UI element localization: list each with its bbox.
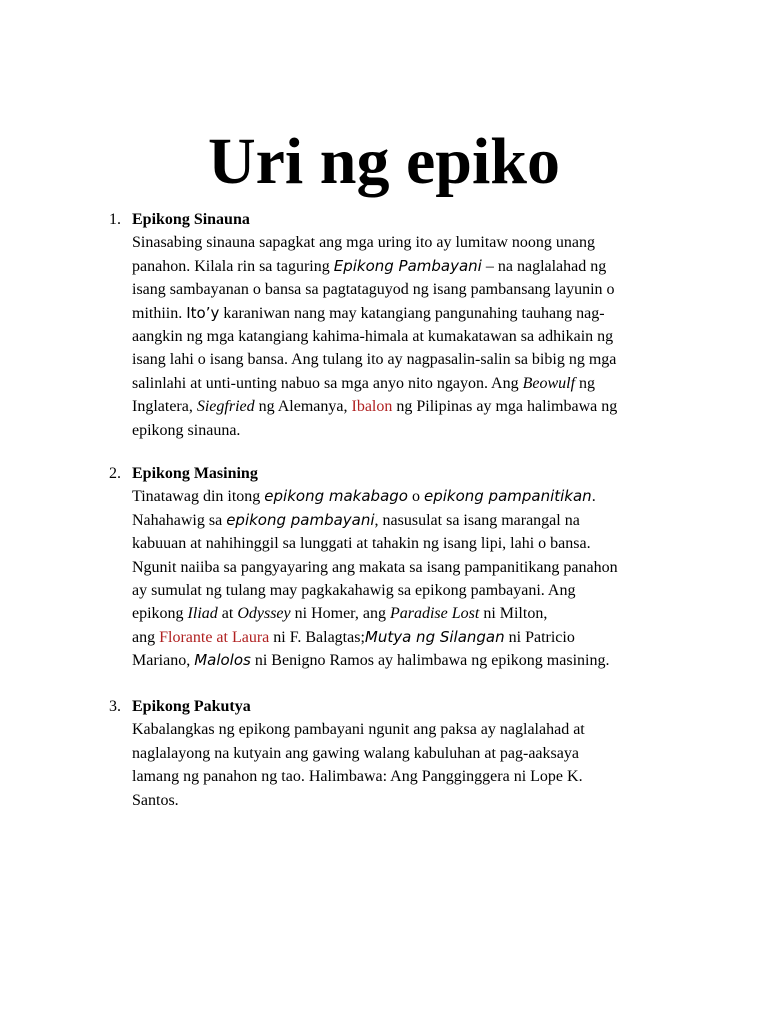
text-line: [132, 302, 679, 325]
section-heading: Epikong Pakutya: [132, 698, 251, 715]
list-number: 3.: [109, 698, 121, 715]
text-segment: Tinatawag din itong: [132, 488, 265, 506]
work-title: Paradise Lost: [389, 605, 480, 623]
text-line: [132, 626, 679, 649]
section-body: [132, 485, 679, 672]
text-segment: salinlahi at unti-unting nabuo sa mga anyo nito ngayon. Ang: [132, 374, 523, 392]
text-line: [132, 602, 679, 625]
text-segment: mithiin.: [132, 304, 187, 322]
emphasis-term: Ito’y: [186, 303, 220, 322]
text-segment: ni Benigno Ramos ay halimbawa ng epikong masining.: [250, 652, 610, 670]
text-segment: Nahahawig sa: [132, 511, 227, 529]
text-line: [132, 372, 679, 395]
text-line: isang sambayanan o bansa sa pagtataguyod ng isang pambansang layunin o: [132, 281, 615, 299]
text-segment: panahon. Kilala rin sa taguring: [132, 257, 334, 275]
text-line: Sinasabing sinauna sapagkat ang mga uring ito ay lumitaw noong unang: [132, 234, 596, 252]
work-title: Siegfried: [196, 398, 255, 416]
text-segment: at: [217, 605, 238, 623]
section-body: [132, 231, 679, 442]
emphasis-term: Epikong Pambayani: [333, 256, 482, 275]
section-epikong-masining: [109, 462, 679, 673]
text-line: [132, 509, 679, 532]
text-segment: karaniwan nang may katangiang pangunahing tauhang nag-: [219, 304, 605, 322]
section-epikong-pakutya: [109, 695, 679, 812]
highlighted-title: Ibalon: [351, 398, 393, 416]
text-segment: ni Homer, ang: [290, 605, 390, 623]
text-line: lamang ng panahon ng tao. Halimbawa: Ang Pangginggera ni Lope K.: [132, 768, 583, 786]
work-title: Odyssey: [237, 605, 291, 623]
text-segment: Inglatera,: [132, 398, 197, 416]
text-segment: ng: [575, 374, 596, 392]
text-segment: .: [591, 488, 596, 506]
emphasis-term: Malolos: [194, 651, 251, 670]
emphasis-term: Mutya ng Silangan: [364, 627, 505, 646]
section-heading: Epikong Masining: [132, 465, 258, 482]
text-segment: ni F. Balagtas;: [269, 628, 365, 646]
text-segment: ni Patricio: [504, 628, 575, 646]
list-number: 1.: [109, 211, 121, 228]
work-title: Iliad: [187, 605, 218, 623]
list-number: 2.: [109, 465, 121, 482]
emphasis-term: epikong pambayani: [226, 510, 375, 529]
section-heading-row: [109, 208, 679, 231]
text-segment: ang: [132, 628, 160, 646]
highlighted-title: Florante at Laura: [159, 628, 270, 646]
text-line: [132, 649, 679, 672]
page-title: Uri ng epiko: [207, 125, 561, 198]
section-heading-row: [109, 695, 679, 718]
text-line: Kabalangkas ng epikong pambayani ngunit ang paksa ay naglalahad at: [132, 721, 585, 739]
text-line: [132, 255, 679, 278]
emphasis-term: epikong makabago: [264, 487, 408, 506]
text-line: aangkin ng mga katangiang kahima-himala at kumakatawan sa adhikain ng: [132, 327, 614, 345]
text-segment: ng Alemanya,: [254, 398, 352, 416]
text-line: ay sumulat ng tulang may pagkakahawig sa epikong pambayani. Ang: [132, 581, 576, 599]
text-line: naglalayong na kutyain ang gawing walang kabuluhan at pag-aaksaya: [132, 744, 579, 762]
section-heading: Epikong Sinauna: [132, 211, 250, 228]
text-segment: ni Milton,: [479, 605, 548, 623]
text-segment: , nasusulat sa isang marangal na: [374, 511, 580, 529]
work-title: Beowulf: [522, 374, 576, 392]
text-line: Santos.: [132, 791, 179, 809]
text-line: kabuuan at nahihinggil sa lunggati at tahakin ng isang lipi, lahi o bansa.: [132, 535, 591, 553]
text-line: epikong sinauna.: [132, 421, 241, 439]
text-line: Ngunit naiiba sa pangyayaring ang makata sa isang pampanitikang panahon: [132, 558, 618, 576]
text-segment: epikong: [132, 605, 188, 623]
text-segment: ng Pilipinas ay mga halimbawa ng: [392, 398, 618, 416]
text-segment: Mariano,: [132, 652, 195, 670]
section-epikong-sinauna: [109, 208, 679, 442]
text-segment: – na naglalahad ng: [481, 257, 607, 275]
section-body: [132, 718, 679, 812]
text-line: isang lahi o isang bansa. Ang tulang ito ay nagpasalin-salin sa bibig ng mga: [132, 351, 617, 369]
section-heading-row: [109, 462, 679, 485]
text-line: [132, 485, 679, 508]
text-segment: o: [407, 488, 424, 506]
emphasis-term: epikong pampanitikan: [423, 487, 592, 506]
text-line: [132, 395, 679, 418]
